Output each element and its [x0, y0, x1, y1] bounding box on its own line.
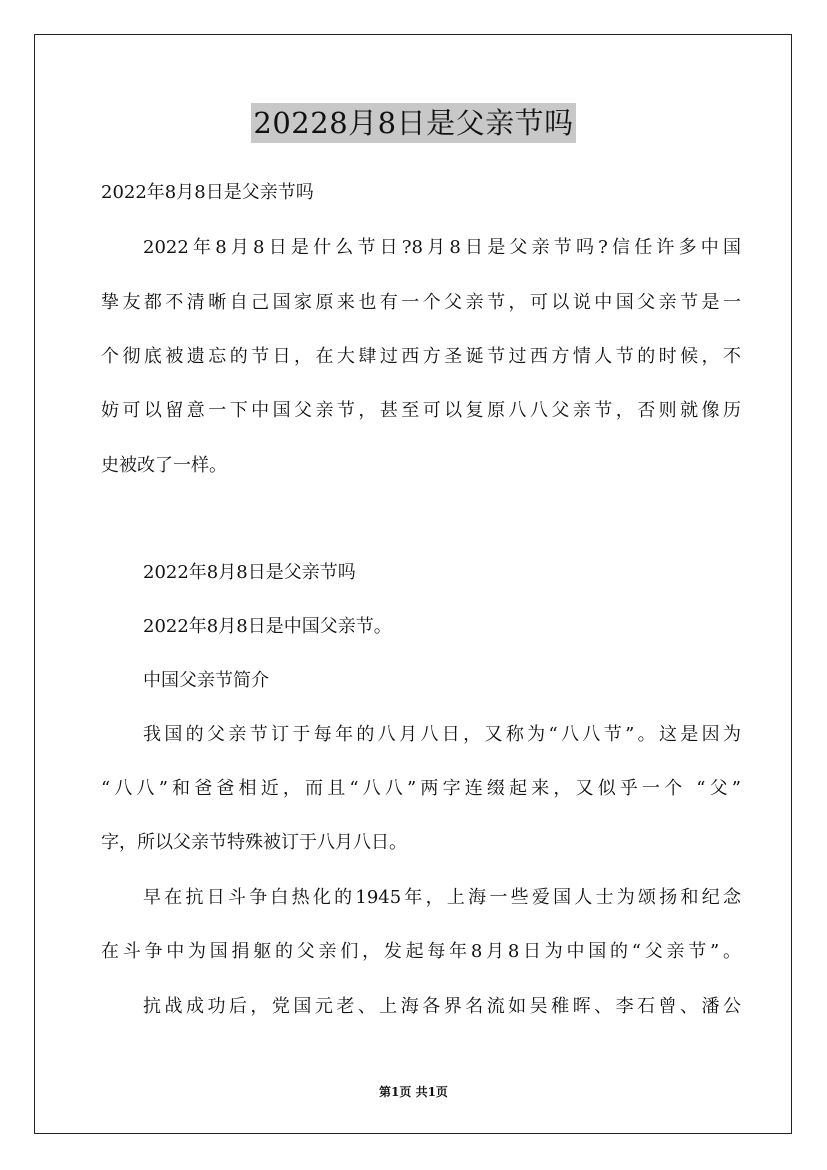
- paragraph-line: 2022年8月8日是中国父亲节。: [143, 616, 392, 637]
- paragraph-line: 早在抗日斗争白热化的1945年，上海一些爱国人士为颂扬和纪念: [143, 887, 741, 908]
- page-footer: 第1页 共1页: [379, 1085, 448, 1099]
- section-heading: 2022年8月8日是父亲节吗: [143, 562, 356, 583]
- paragraph-line: 个彻底被遗忘的节日，在大肆过西方圣诞节过西方情人节的时候，不: [101, 346, 741, 367]
- paragraph-line: 我国的父亲节订于每年的八月八日，又称为“八八节”。这是因为: [143, 724, 741, 745]
- paragraph-line: 挚友都不清晰自己国家原来也有一个父亲节，可以说中国父亲节是一: [101, 292, 741, 313]
- document-title: 20228月8日是父亲节吗: [251, 103, 575, 143]
- paragraph-line: 字，所以父亲节特殊被订于八月八日。: [101, 832, 407, 853]
- paragraph-line: “八八”和爸爸相近，而且“八八”两字连缀起来，又似乎一个 “父”: [101, 778, 741, 799]
- title-container: [0, 103, 827, 143]
- section-heading: 中国父亲节简介: [143, 670, 269, 691]
- paragraph-line: 2022年8月8日是什么节日?8月8日是父亲节吗?信任许多中国: [143, 237, 741, 258]
- paragraph-line: 抗战成功后，党国元老、上海各界名流如吴稚晖、李石曾、潘公: [143, 996, 741, 1017]
- heading-line: 2022年8月8日是父亲节吗: [101, 182, 314, 203]
- paragraph-line: 妨可以留意一下中国父亲节，甚至可以复原八八父亲节，否则就像历: [101, 400, 741, 421]
- paragraph-line: 史被改了一样。: [101, 455, 227, 476]
- paragraph-line: 在斗争中为国捐躯的父亲们，发起每年8月8日为中国的“父亲节”。: [101, 941, 741, 962]
